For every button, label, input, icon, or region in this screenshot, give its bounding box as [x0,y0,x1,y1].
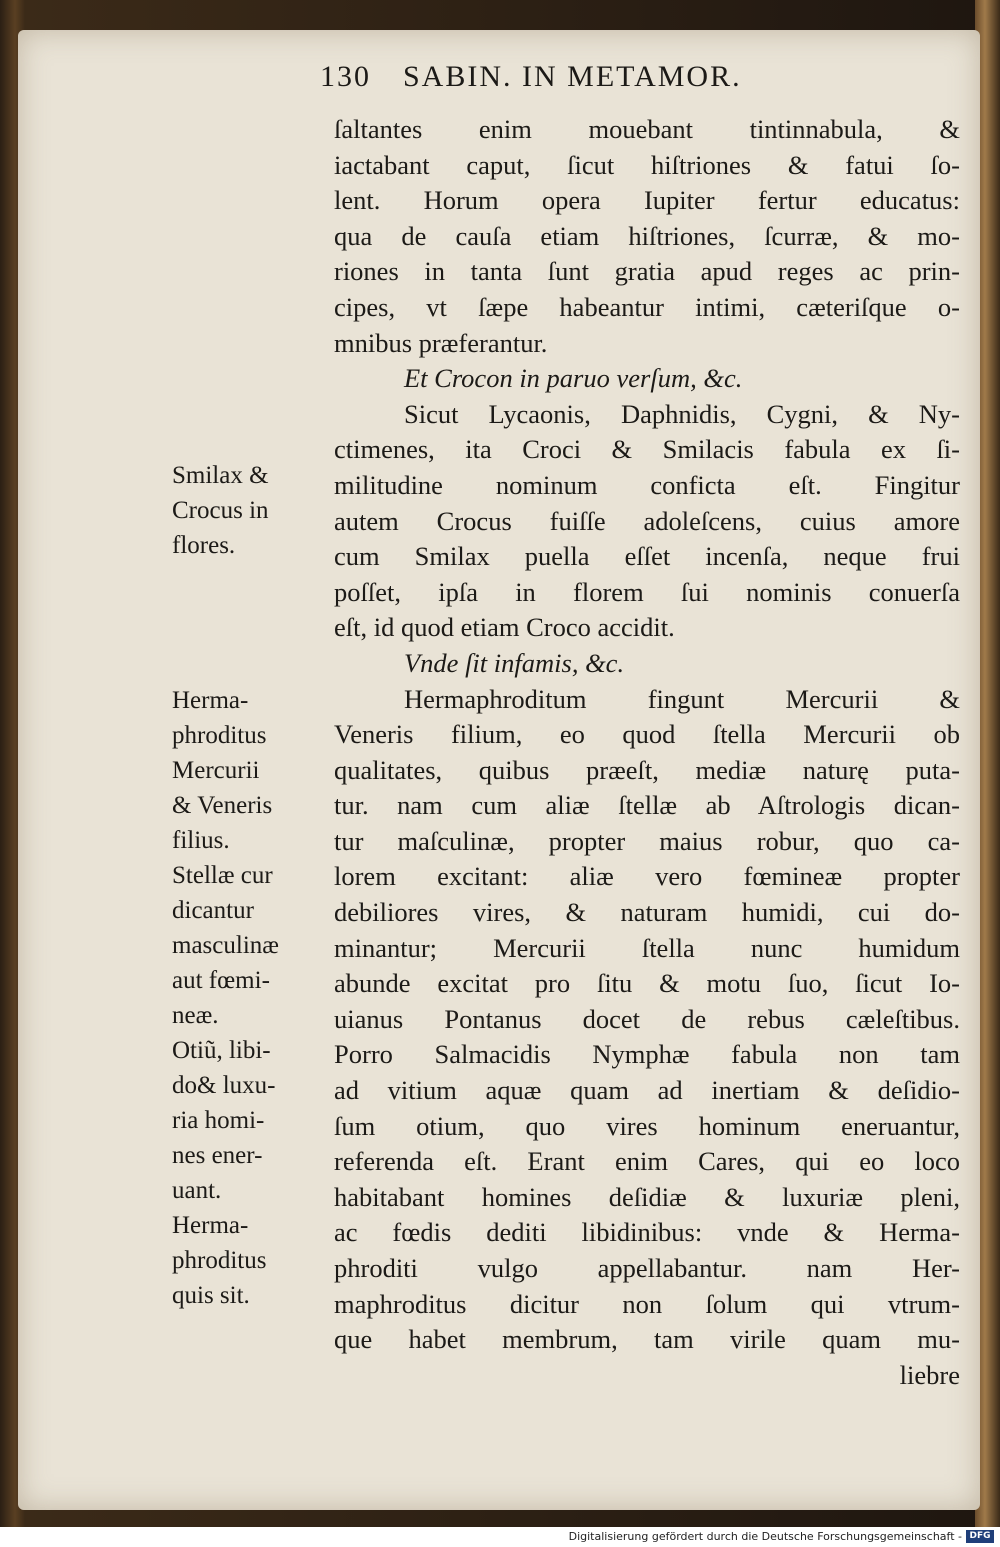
margin-note-line: ria homi- [172,1107,265,1134]
text-line: ac fœdis dediti libidinibus: vnde & Herma- [334,1217,960,1248]
text-line: mnibus præferantur. [334,327,548,358]
text-line: cum Smilax puella eſſet incenſa, neque frui [334,541,960,572]
text-line: habitabant homines deſidiæ & luxuriæ pleni, [334,1181,960,1212]
funding-credit: Digitalisierung gefördert durch die Deutsche Forschungsgemeinschaft - [568,1530,962,1543]
text-line: cipes, vt ſæpe habeantur intimi, cæteriſque o- [334,291,960,322]
margin-note-line: Otiũ, libi- [172,1037,271,1064]
margin-note-smilax [172,458,324,563]
running-head [320,60,960,100]
text-line: minantur; Mercurii ſtella nunc humidum [334,932,960,963]
margin-note-line: flores. [172,532,236,559]
text-line: Porro Salmacidis Nymphæ fabula non tam [334,1039,960,1070]
text-line: ad vitium aquæ quam ad inertiam & deſidio- [334,1075,960,1106]
margin-note-line: & Veneris [172,792,273,819]
text-line: riones in tanta ſunt gratia apud reges ac prin- [334,256,960,287]
dfg-logo: DFG [966,1530,994,1543]
text-line: militudine nominum conficta eſt. Fingitur [334,469,960,500]
text-line: lent. Horum opera Iupiter fertur educatus: [334,185,960,216]
text-line: qua de cauſa etiam hiſtriones, ſcurræ, & mo- [334,220,960,251]
text-line: tur maſculinæ, propter maius robur, quo ca- [334,825,960,856]
lemma-cue: Vnde ſit infamis, &c. [404,647,625,678]
margin-note-otium [172,1033,324,1208]
margin-note-hermaphroditus [172,683,324,858]
body-text [334,112,960,1393]
lemma-cue: Et Crocon in paruo verſum, &c. [404,363,743,394]
margin-note-line: phroditus [172,1247,267,1274]
text-line: debiliores vires, & naturam humidi, cui do- [334,897,960,928]
margin-note-line: quis sit. [172,1282,250,1309]
margin-note-line: masculinæ [172,932,279,959]
page-number: 130 [320,60,371,93]
margin-note-line: Crocus in [172,497,269,524]
text-line: abunde excitat pro ſitu & motu ſuo, ſicut Io- [334,968,960,999]
margin-note-line: Mercurii [172,757,260,784]
margin-note-hermaphroditus-quis [172,1208,324,1313]
margin-note-line: dicantur [172,897,254,924]
margin-note-line: uant. [172,1177,222,1204]
text-line: ctimenes, ita Croci & Smilacis fabula ex ſi- [334,434,960,465]
margin-note-stellae [172,858,324,1033]
margin-note-line: Herma- [172,687,249,714]
text-line: ſaltantes enim mouebant tintinnabula, & [334,114,960,144]
text-line: iactabant caput, ſicut hiſtriones & fatui ſo- [334,149,960,180]
margin-note-line: Smilax & [172,462,269,489]
margin-note-line: Stellæ cur [172,862,273,889]
text-line: eſt, id quod etiam Croco accidit. [334,612,675,643]
text-line: que habet membrum, tam virile quam mu- [334,1324,960,1355]
running-title: SABIN. IN METAMOR. [403,60,742,93]
text-line: referenda eſt. Erant enim Cares, qui eo loco [334,1146,960,1177]
margin-note-line: nes ener- [172,1142,263,1169]
text-line: maphroditus dicitur non ſolum qui vtrum- [334,1288,960,1319]
text-line: uianus Pontanus docet de rebus cæleſtibus. [334,1003,960,1034]
text-line: Sicut Lycaonis, Daphnidis, Cygni, & Ny- [404,398,960,429]
catchword: liebre [899,1359,960,1390]
margin-note-line: do& luxu- [172,1072,276,1099]
margin-note-line: Herma- [172,1212,249,1239]
margin-note-line: filius. [172,827,230,854]
text-line: phroditi vulgo appellabantur. nam Her- [334,1253,960,1283]
text-line: lorem excitant: aliæ vero fœmineæ propter [334,861,960,892]
text-line: Hermaphroditum fingunt Mercurii & [404,683,960,714]
text-line: Veneris filium, eo quod ſtella Mercurii ob [334,719,960,750]
margin-note-line: phroditus [172,722,267,749]
text-line: autem Crocus fuiſſe adoleſcens, cuius amore [334,505,960,536]
text-line: ſum otium, quo vires hominum eneruantur, [334,1110,960,1141]
text-line: qualitates, quibus præeſt, mediæ naturę puta- [334,754,960,785]
text-line: tur. nam cum aliæ ſtellæ ab Aſtrologis dican- [334,790,960,821]
margin-note-line: neæ. [172,1002,219,1029]
text-line: poſſet, ipſa in florem ſui nominis conuerſa [334,576,960,607]
footer-bar [0,1527,1000,1547]
margin-note-line: aut fœmi- [172,967,270,994]
